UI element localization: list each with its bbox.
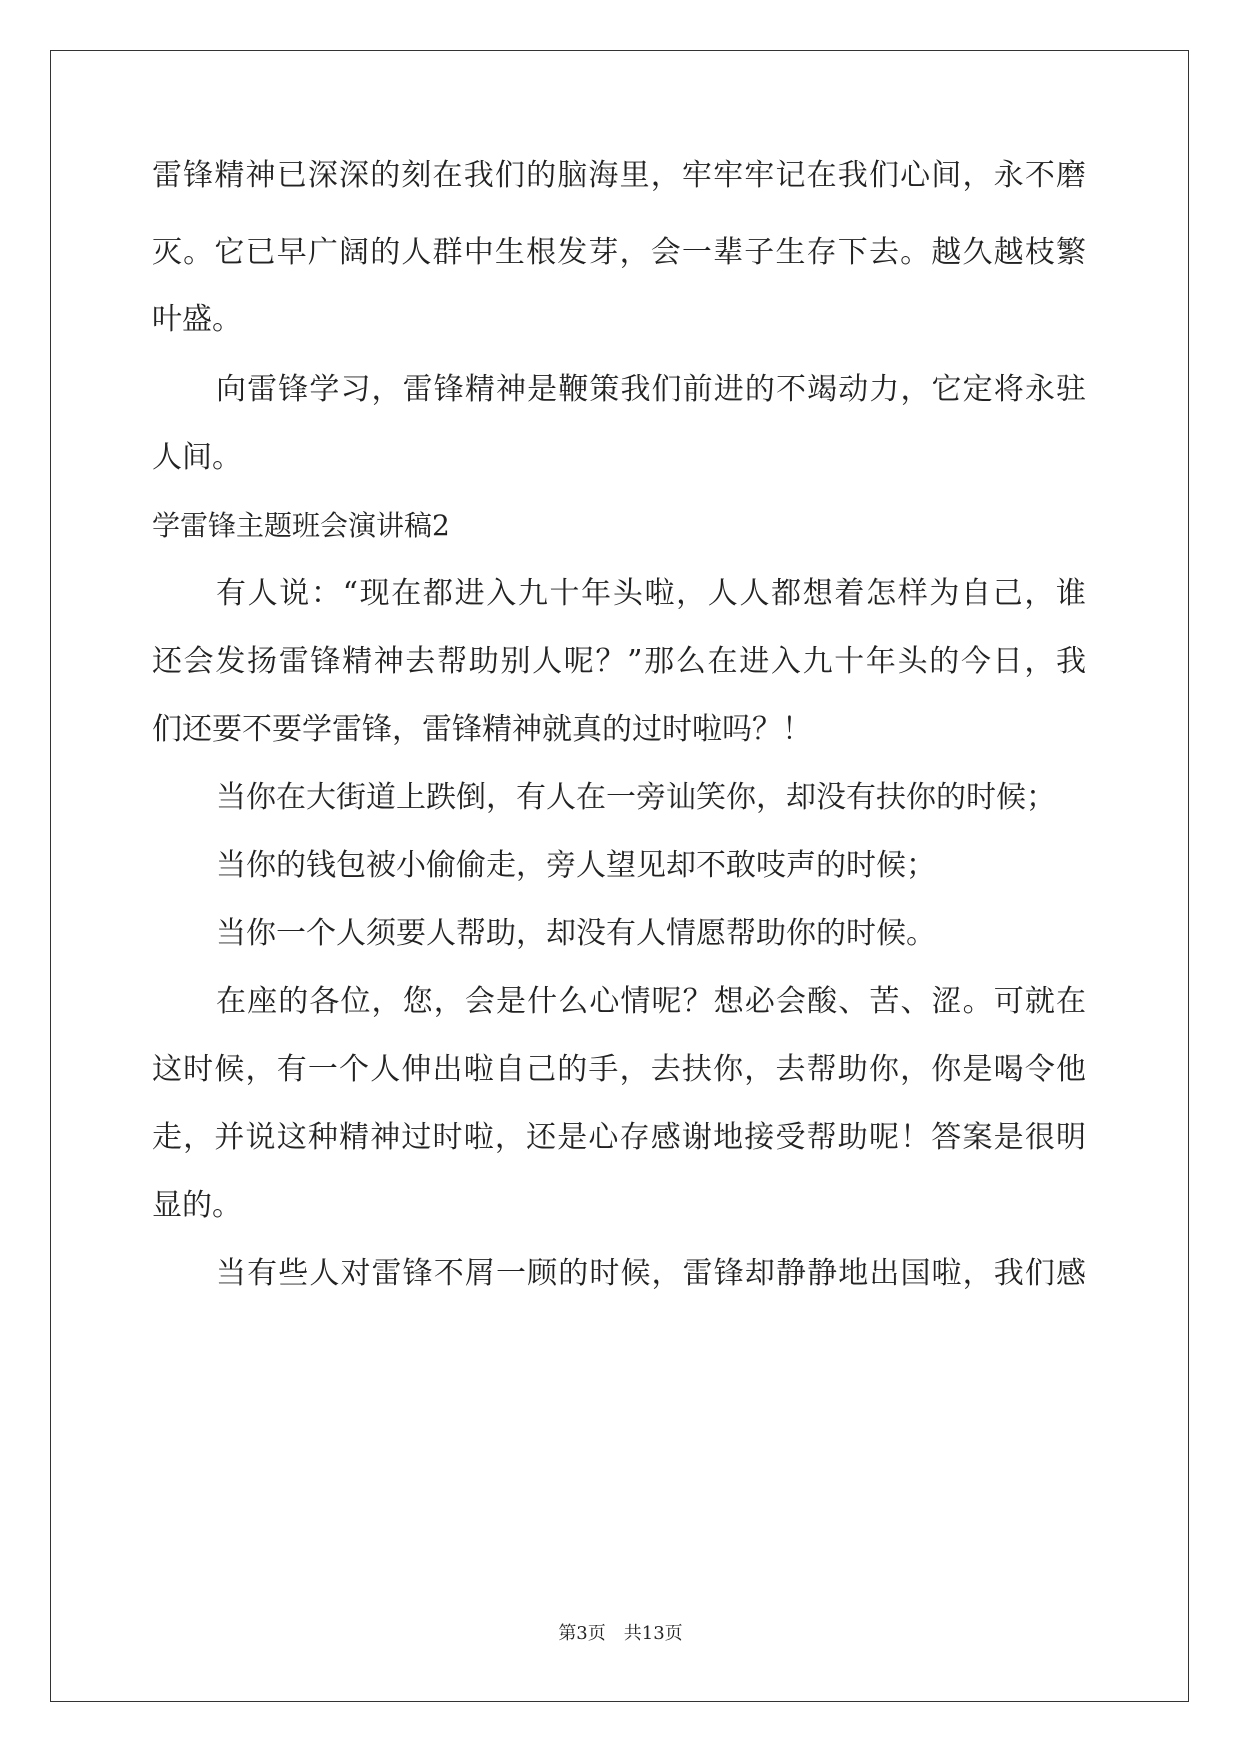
section-heading: 学雷锋主题班会演讲稿2 bbox=[152, 509, 450, 542]
paragraph-line: 叶盛。 bbox=[152, 302, 242, 337]
page-number-footer: 第3页 共13页 bbox=[558, 1623, 683, 1644]
paragraph-line: 当你一个人须要人帮助，却没有人情愿帮助你的时候。 bbox=[216, 916, 936, 951]
paragraph-line: 还会发扬雷锋精神去帮助别人呢？”那么在进入九十年头的今日，我 bbox=[152, 644, 1086, 679]
paragraph-line: 显的。 bbox=[152, 1188, 242, 1223]
paragraph-line: 有人说：“现在都进入九十年头啦，人人都想着怎样为自己，谁 bbox=[216, 576, 1086, 611]
paragraph-line: 当有些人对雷锋不屑一顾的时候，雷锋却静静地出国啦，我们感 bbox=[216, 1256, 1086, 1291]
paragraph-line: 灭。它已早广阔的人群中生根发芽，会一辈子生存下去。越久越枝繁 bbox=[152, 235, 1086, 270]
paragraph-line: 在座的各位，您，会是什么心情呢？想必会酸、苦、涩。可就在 bbox=[216, 984, 1086, 1019]
paragraph-line: 向雷锋学习，雷锋精神是鞭策我们前进的不竭动力，它定将永驻 bbox=[216, 372, 1086, 407]
paragraph-line: 们还要不要学雷锋，雷锋精神就真的过时啦吗？！ bbox=[152, 712, 812, 747]
paragraph-line: 走，并说这种精神过时啦，还是心存感谢地接受帮助呢！答案是很明 bbox=[152, 1120, 1086, 1155]
paragraph-line: 这时候，有一个人伸出啦自己的手，去扶你，去帮助你，你是喝令他 bbox=[152, 1052, 1086, 1087]
paragraph-line: 当你的钱包被小偷偷走，旁人望见却不敢吱声的时候； bbox=[216, 848, 936, 883]
paragraph-line: 雷锋精神已深深的刻在我们的脑海里，牢牢牢记在我们心间，永不磨 bbox=[152, 158, 1086, 193]
paragraph-line: 人间。 bbox=[152, 440, 242, 475]
paragraph-line: 当你在大街道上跌倒，有人在一旁讪笑你，却没有扶你的时候； bbox=[216, 780, 1056, 815]
